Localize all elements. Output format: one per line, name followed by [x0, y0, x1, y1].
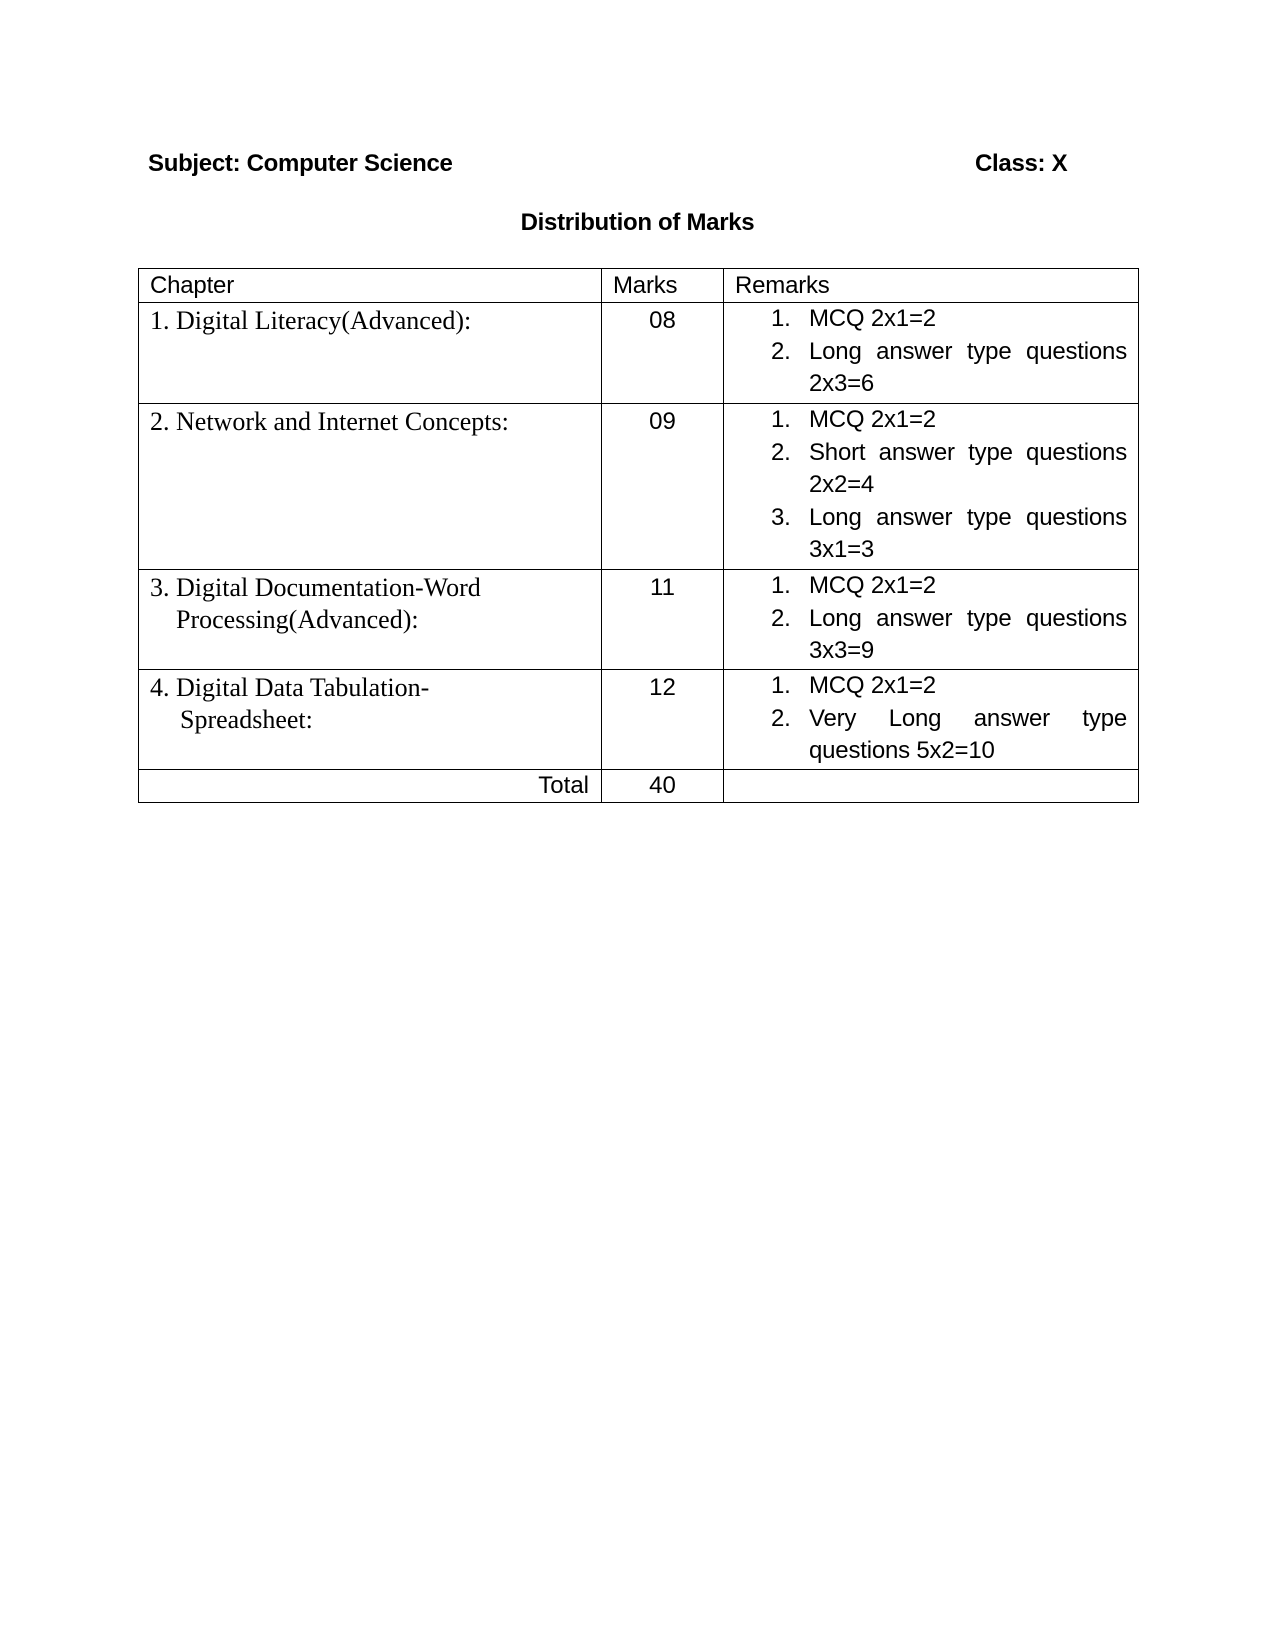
remark-text: MCQ 2x1=2 — [809, 305, 936, 332]
remark-item — [724, 336, 1127, 401]
remark-text: Long answer type questions 3x1=3 — [809, 503, 1127, 563]
chapter-cell — [139, 670, 602, 770]
total-label: Total — [139, 770, 602, 803]
chapter-title: Digital Data Tabulation- — [176, 673, 430, 702]
remarks-cell — [724, 404, 1139, 570]
total-remarks-cell — [724, 770, 1139, 803]
chapter-number: 1. — [150, 306, 170, 335]
remark-number: 2. — [771, 337, 791, 365]
remark-number: 1. — [771, 305, 791, 332]
remark-item — [724, 404, 1127, 437]
remark-item — [724, 502, 1127, 567]
chapter-number: 2. — [150, 407, 170, 436]
chapter-title: Digital Documentation-Word — [176, 573, 481, 602]
remark-text: MCQ 2x1=2 — [809, 406, 936, 433]
remark-item — [724, 303, 1127, 336]
total-row — [139, 770, 1139, 803]
remark-number: 3. — [771, 503, 791, 531]
remark-item — [724, 603, 1127, 668]
chapter-title-continued: Processing(Advanced): — [176, 605, 419, 634]
column-header-chapter: Chapter — [139, 269, 602, 303]
class-label: Class: X — [975, 150, 1068, 177]
chapter-cell — [139, 404, 602, 570]
chapter-cell — [139, 303, 602, 404]
marks-cell: 11 — [602, 570, 724, 670]
remark-item — [724, 437, 1127, 502]
remark-number: 1. — [771, 572, 791, 599]
column-header-marks: Marks — [602, 269, 724, 303]
document-title: Distribution of Marks — [520, 209, 755, 236]
remark-item — [724, 570, 1127, 603]
remarks-cell — [724, 670, 1139, 770]
remark-number: 1. — [771, 672, 791, 699]
remark-text: Short answer type questions 2x2=4 — [809, 438, 1127, 498]
chapter-title-continued: Spreadsheet: — [180, 705, 313, 734]
remark-text: Long answer type questions 3x3=9 — [809, 604, 1127, 664]
chapter-title: Digital Literacy(Advanced): — [176, 306, 472, 335]
total-value: 40 — [602, 770, 724, 803]
remark-item — [724, 670, 1127, 703]
remark-text: MCQ 2x1=2 — [809, 672, 936, 699]
chapter-cell — [139, 570, 602, 670]
table-row — [139, 303, 1139, 404]
marks-distribution-table — [138, 268, 1139, 803]
remark-text: MCQ 2x1=2 — [809, 572, 936, 599]
marks-cell: 09 — [602, 404, 724, 570]
table-row — [139, 404, 1139, 570]
subject-label: Subject: Computer Science — [148, 150, 453, 177]
remarks-cell — [724, 570, 1139, 670]
remarks-cell — [724, 303, 1139, 404]
remark-number: 1. — [771, 406, 791, 433]
table-header-row — [139, 269, 1139, 303]
remark-text: Long answer type questions 2x3=6 — [809, 337, 1127, 397]
remark-item — [724, 703, 1127, 768]
remark-number: 2. — [771, 604, 791, 632]
column-header-remarks: Remarks — [724, 269, 1139, 303]
remark-number: 2. — [771, 438, 791, 466]
chapter-number: 4. — [150, 673, 170, 702]
table-row — [139, 570, 1139, 670]
table-row — [139, 670, 1139, 770]
chapter-title: Network and Internet Concepts: — [176, 407, 509, 436]
remark-text: Very Long answer type questions 5x2=10 — [809, 704, 1127, 764]
marks-cell: 08 — [602, 303, 724, 404]
marks-cell: 12 — [602, 670, 724, 770]
chapter-number: 3. — [150, 573, 170, 602]
remark-number: 2. — [771, 704, 791, 732]
